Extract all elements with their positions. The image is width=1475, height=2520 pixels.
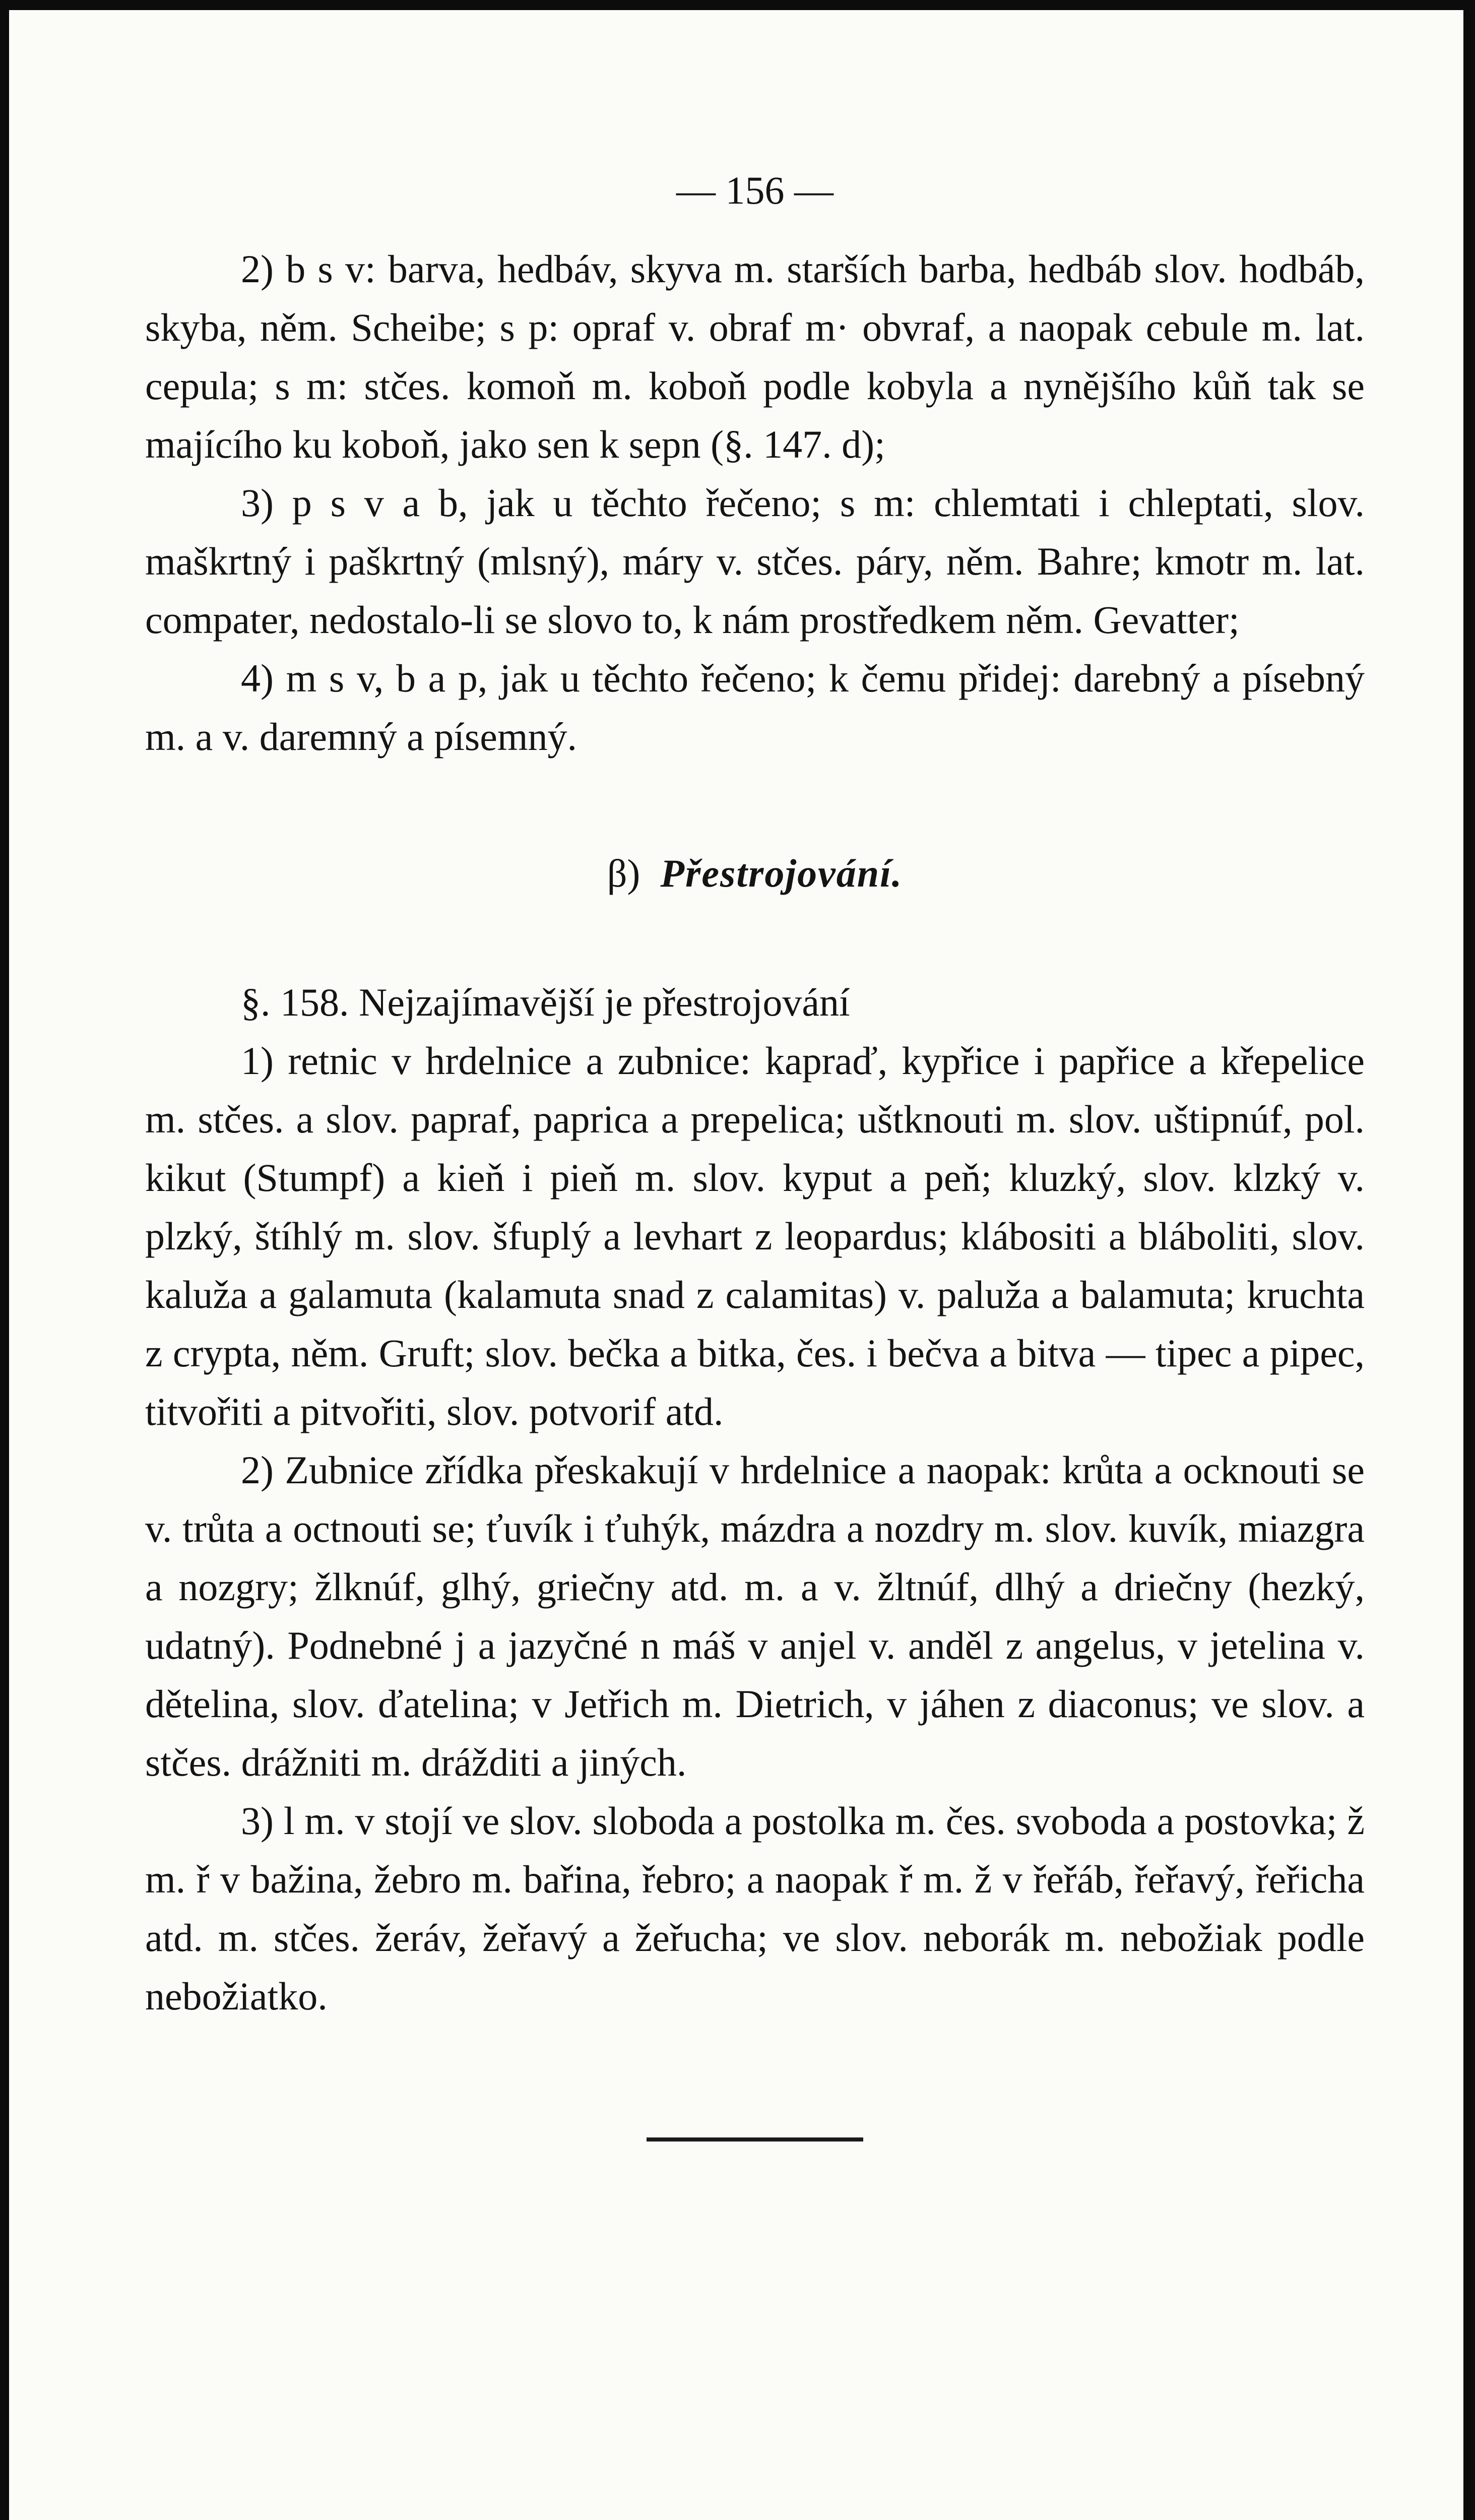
- page-number: — 156 —: [676, 168, 833, 212]
- page-sheet: [9, 10, 1463, 2520]
- paragraph: 3) p s v a b, jak u těchto řečeno; s m: chlemtati i chleptati, slov. maškrtný i paškrtný (mlsný), máry v. stčes. páry, něm. Bahre; kmotr m. lat. compater, nedostalo-li se slovo to, k nám prostředkem něm. Gevatter;: [145, 481, 1365, 642]
- paragraph: 3) l m. v stojí ve slov. sloboda a postolka m. čes. svoboda a postovka; ž m. ř v bažina, žebro m. bařina, řebro; a naopak ř m. ž v řeřáb, řeřavý, řeřicha atd. m. stčes. žeráv, žeřavý a žeřucha; ve slov. neborák m. nebožiak podle nebožiatko.: [145, 1799, 1365, 2018]
- paragraph: 1) retnic v hrdelnice a zubnice: kapraď, kypřice i papřice a křepelice m. stčes. a slov. papraf, paprica a prepelica; uštknouti m. slov. uštipnúf, pol. kikut (Stumpf) a kieň i pieň m. slov. kyput a peň; kluzký, slov. klzký v. plzký, štíhlý m. slov. šfuplý a levhart z leopardus; klábositi a bláboliti, slov. kaluža a galamuta (kalamuta snad z calamitas) v. paluža a balamuta; kruchta z crypta, něm. Gruft; slov. bečka a bitka, čes. i bečva a bitva — tipec a pipec, titvořiti a pitvořiti, slov. potvorif atd.: [145, 1039, 1365, 1433]
- page-content: [145, 161, 1365, 2141]
- paragraph: 2) Zubnice zřídka přeskakují v hrdelnice a naopak: krůta a ocknouti se v. trůta a octnouti se; ťuvík i ťuhýk, mázdra a nozdry m. slov. kuvík, miazgra a nozgry; žlknúf, glhý, griečny atd. m. a v. žltnúf, dlhý a driečny (hezký, udatný). Podnebné j a jazyčné n máš v anjel v. anděl z angelus, v jetelina v. dětelina, slov. ďatelina; v Jetřich m. Dietrich, v jáhen z diaconus; ve slov. a stčes. drážniti m. drážditi a jiných.: [145, 1448, 1365, 1784]
- section-intro: §. 158. Nejzajímavější je přestrojování: [241, 980, 850, 1024]
- paragraph: 4) m s v, b a p, jak u těchto řečeno; k čemu přidej: darebný a písebný m. a v. daremný a písemný.: [145, 656, 1365, 759]
- section-heading-label: β): [607, 851, 640, 895]
- section-heading: [145, 844, 1365, 903]
- closing-rule: [647, 2137, 863, 2141]
- section-heading-title: Přestrojování.: [660, 851, 903, 895]
- paragraph: 2) b s v: barva, hedbáv, skyva m. starších barba, hedbáb slov. hodbáb, skyba, něm. Scheibe; s p: opraf v. obraf m· obvraf, a naopak cebule m. lat. cepula; s m: stčes. komoň m. koboň podle kobyla a nynějšího kůň tak se majícího ku koboň, jako sen k sepn (§. 147. d);: [145, 247, 1365, 466]
